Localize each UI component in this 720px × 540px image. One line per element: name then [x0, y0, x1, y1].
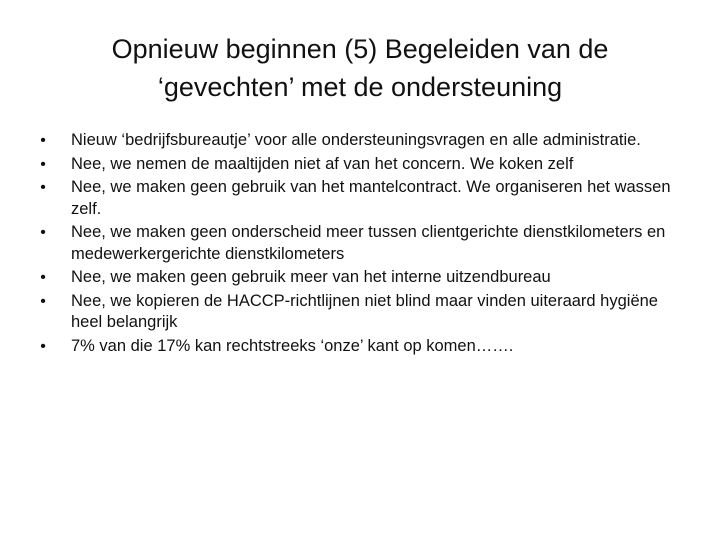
bullet-text: Nee, we maken geen onderscheid meer tussen clientgerichte dienstkilometers en medewerkergerichte dienstkilometers — [71, 223, 666, 263]
bullet-text: Nee, we maken geen gebruik meer van het interne uitzendbureau — [71, 268, 551, 286]
bullet-marker: • — [40, 155, 46, 173]
slide-title-line-1: Opnieuw beginnen (5) Begeleiden van de — [111, 34, 609, 64]
bullet-item — [36, 222, 686, 265]
bullet-text: 7% van die 17% kan rechtstreeks ‘onze’ kant op komen……. — [71, 336, 514, 355]
bullet-item — [36, 154, 686, 176]
bullet-list — [36, 130, 686, 359]
bullet-item — [36, 291, 686, 334]
bullet-text: Nee, we nemen de maaltijden niet af van het concern. We koken zelf — [71, 154, 574, 173]
bullet-marker: • — [40, 224, 46, 241]
bullet-marker: • — [40, 269, 46, 286]
bullet-text: Nee, we kopieren de HACCP-richtlijnen niet blind maar vinden uiteraard hygiëne heel belangrijk — [71, 291, 658, 331]
bullet-marker: • — [40, 292, 46, 310]
slide-title-line-2: ‘gevechten’ met de ondersteuning — [157, 72, 563, 102]
bullet-marker: • — [40, 132, 46, 149]
bullet-item — [36, 267, 686, 289]
bullet-item — [36, 130, 686, 152]
bullet-marker: • — [40, 337, 46, 355]
bullet-item — [36, 336, 686, 358]
bullet-text: Nieuw ‘bedrijfsbureautje’ voor alle ondersteuningsvragen en alle administratie. — [71, 131, 641, 149]
bullet-text: Nee, we maken geen gebruik van het mantelcontract. We organiseren het wassen zelf. — [71, 178, 671, 218]
bullet-item — [36, 177, 686, 220]
slide-title — [36, 30, 684, 106]
bullet-marker: • — [40, 179, 46, 196]
